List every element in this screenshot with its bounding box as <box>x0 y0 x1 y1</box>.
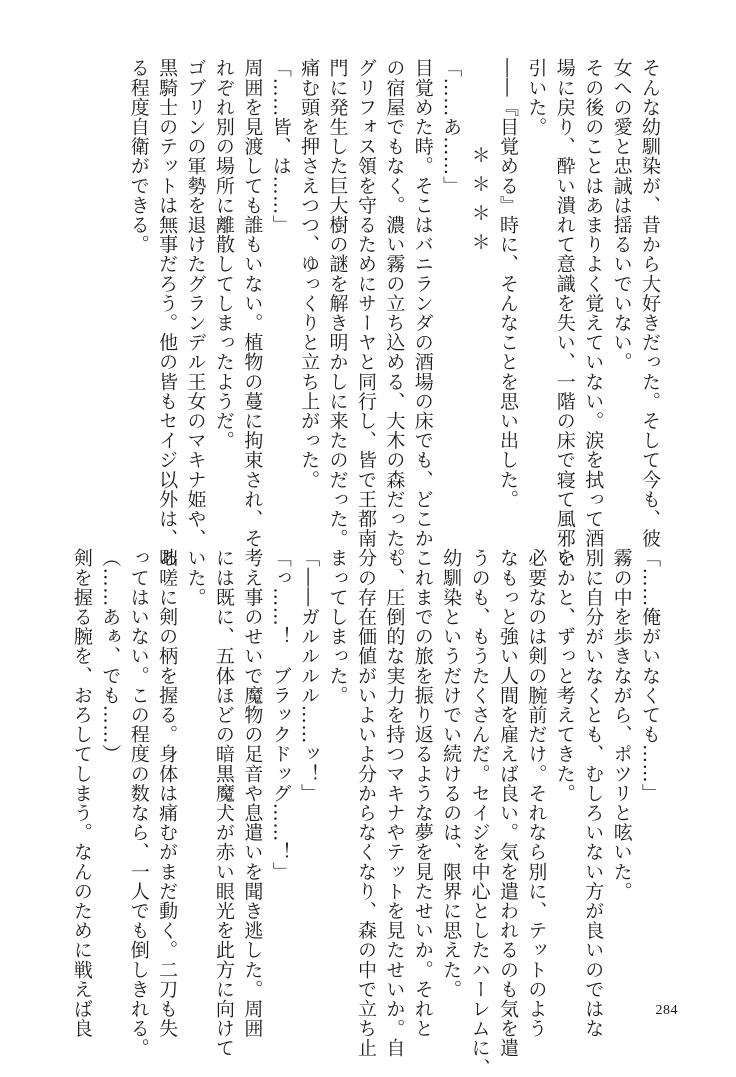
text-line: 咄嗟に剣の柄を握る。身体は痛むがまだ動く。二刀も失 <box>156 548 179 1038</box>
text-line: る程度自衛ができる。 <box>127 58 150 254</box>
text-line: まってしまった。 <box>326 548 349 705</box>
text-line: （……あぁ、でも……） <box>99 548 122 764</box>
text-line: 門に発生した巨大樹の謎を解き明かしに来たのだった。 <box>326 58 349 548</box>
upper-text-block <box>64 58 664 568</box>
text-line: 周囲を見渡しても誰もいない。植物の蔓に拘束され、そ <box>241 58 264 548</box>
text-line: 考え事のせいで魔物の足音や息遣いを聞き逃した。周囲 <box>241 548 264 1038</box>
text-line: 霧の中を歩きながら、ポツリと呟いた。 <box>610 548 633 901</box>
text-line: 女への愛と忠誠は揺るいでいない。 <box>610 58 633 372</box>
scene-break: ＊＊＊＊ <box>468 58 491 261</box>
lower-text-block <box>64 548 664 1077</box>
text-line: ゴブリンの軍勢を退けたグランデル王女のマキナ姫や、 <box>184 58 207 548</box>
text-line: 「……俺がいなくても……」 <box>639 548 661 803</box>
text-line: 別に自分がいなくとも、むしろいない方が良いのではな <box>582 548 605 1038</box>
text-line: れぞれ別の場所に離散してしまったようだ。 <box>212 58 235 450</box>
text-line: 痛む頭を押さえつつ、ゆっくりと立ち上がった。 <box>298 58 321 490</box>
page-number: 284 <box>655 1003 678 1018</box>
text-line: これまでの旅を振り返るような夢を見たせいか。それと <box>411 548 434 1038</box>
text-line: 引いた。 <box>525 58 548 137</box>
text-line: 必要なのは剣の腕前だけ。それなら別に、テットのよう <box>525 548 548 1038</box>
text-line: ――『目覚める』時に、そんなことを思い出した。 <box>496 58 519 509</box>
text-line: 「……皆、は……」 <box>269 58 292 235</box>
text-line: 黒騎士のテットは無事だろう。他の皆もセイジ以外は、あ <box>156 58 179 568</box>
text-line: 剣を握る腕を、おろしてしまう。なんのために戦えば良 <box>70 548 93 1038</box>
text-line: なもっと強い人間を雇えば良い。気を遣われるのも気を遣 <box>496 548 519 1058</box>
text-line: には既に、五体ほどの暗黒魔犬が赤い眼光を此方に向けて <box>212 548 235 1058</box>
text-line: その後のことはあまりよく覚えていない。涙を拭って酒 <box>582 58 605 548</box>
text-line: うのも、もうたくさんだ。セイジを中心としたハーレムに、 <box>468 548 491 1077</box>
text-line: ってはいない。この程度の数なら、一人でも倒しきれる。 <box>127 548 150 1058</box>
text-line: 「――ガルルルル……ッ！」 <box>298 548 321 803</box>
text-line: 「……あ……」 <box>440 58 463 196</box>
text-line: 幼馴染というだけでい続けるのは、限界に思えた。 <box>440 548 463 999</box>
text-line: の宿屋でもなく。濃い霧の立ち込める、大木の森だった。 <box>383 58 406 568</box>
text-line: も、圧倒的な実力を持つマキナやテットを見たせいか。自 <box>383 548 406 1058</box>
text-line: そんな幼馴染が、昔から大好きだった。そして今も、彼 <box>639 58 661 548</box>
text-line: 「っ……！ ブラックドッグ……！」 <box>269 548 292 882</box>
text-line: いかと、ずっと考えてきた。 <box>553 548 576 803</box>
text-line: グリフォス領を守るためにサーヤと同行し、皆で王都南 <box>354 58 377 548</box>
text-line: 目覚めた時。そこはバニランダの酒場の床でも、どこか <box>411 58 434 548</box>
text-line: 分の存在価値がいよいよ分からなくなり、森の中で立ち止 <box>354 548 377 1058</box>
text-line: いた。 <box>184 548 207 607</box>
text-line: 場に戻り、酔い潰れて意識を失い、一階の床で寝て風邪を <box>553 58 576 568</box>
